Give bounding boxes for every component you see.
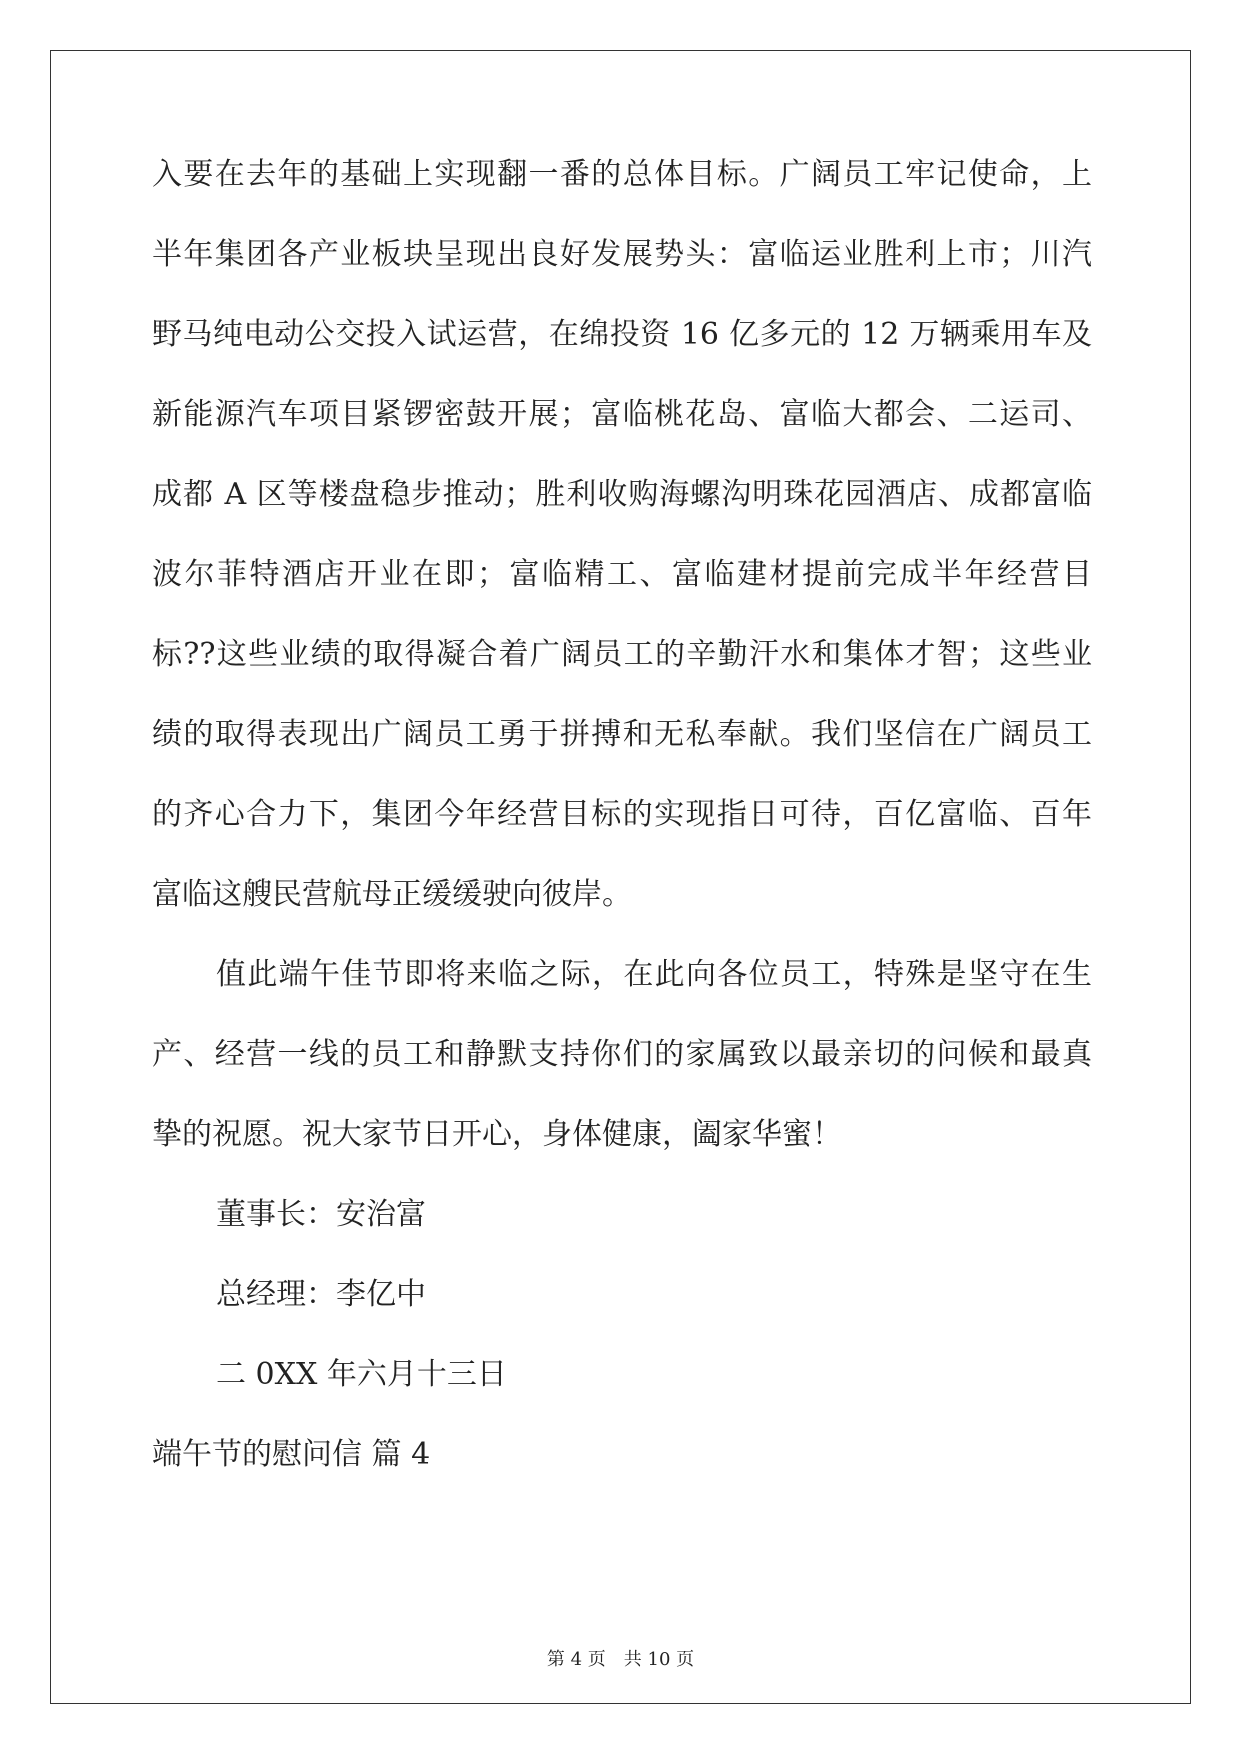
text-line: 产、经营一线的员工和静默支持你们的家属致以最亲切的问候和最真 [152,1037,1092,1072]
text-line: 标??这些业绩的取得凝合着广阔员工的辛勤汗水和集体才智；这些业 [152,637,1092,672]
text-line: 半年集团各产业板块呈现出良好发展势头：富临运业胜利上市；川汽 [152,237,1092,272]
text-line: 总经理：李亿中 [216,1277,426,1312]
document-body [152,157,1092,1520]
text-line: 的齐心合力下，集团今年经营目标的实现指日可待，百亿富临、百年 [152,797,1092,832]
text-line: 入要在去年的基础上实现翻一番的总体目标。广阔员工牢记使命，上 [152,157,1092,192]
text-line: 绩的取得表现出广阔员工勇于拼搏和无私奉献。我们坚信在广阔员工 [152,717,1092,752]
page-number: 第 4 页 [546,1649,606,1670]
text-line: 野马纯电动公交投入试运营，在绵投资 16 亿多元的 12 万辆乘用车及 [152,317,1092,352]
text-line: 值此端午佳节即将来临之际，在此向各位员工，特殊是坚守在生 [216,957,1092,992]
text-line: 董事长：安治富 [216,1197,426,1232]
text-line: 成都 A 区等楼盘稳步推动；胜利收购海螺沟明珠花园酒店、成都富临 [152,477,1092,512]
text-line: 端午节的慰问信 篇 4 [152,1437,431,1472]
text-line: 二 0XX 年六月十三日 [216,1357,507,1392]
text-line: 挚的祝愿。祝大家节日开心，身体健康，阖家华蜜！ [152,1117,842,1152]
text-line: 波尔菲特酒店开业在即；富临精工、富临建材提前完成半年经营目 [152,557,1092,592]
text-line: 富临这艘民营航母正缓缓驶向彼岸。 [152,877,632,912]
page-total: 共 10 页 [623,1649,695,1670]
text-line: 新能源汽车项目紧锣密鼓开展；富临桃花岛、富临大都会、二运司、 [152,397,1092,432]
page-footer [0,1645,1241,1671]
